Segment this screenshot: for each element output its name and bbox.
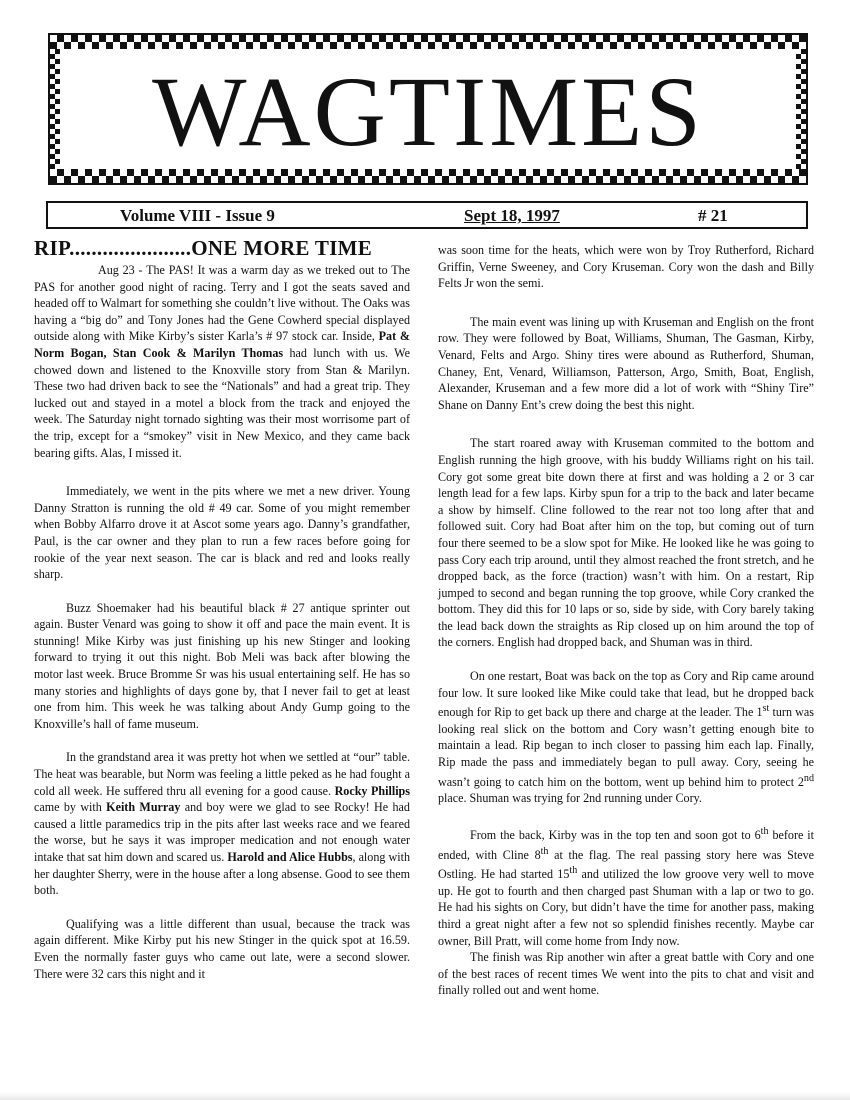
page-edge xyxy=(0,1092,850,1100)
text-run: , along with her daughter Sherry, were in the house after a long absense. Good to see them both. xyxy=(34,850,411,898)
paragraph xyxy=(438,949,814,999)
text-run: and utilized the low groove very well to move up. He got to fourth and then charged past Shuman with a lap or two to go. He had his sights on Cory, but didn’t have the time for another pass, making third a great night after a few not so splendid finishes recently. Maybe car owner, Bill Pratt, will come home from Indy now. xyxy=(438,867,815,948)
text-run: place. Shuman was trying for 2nd running under Cory. xyxy=(438,791,702,806)
text-run: had lunch with us. We chowed down and listened to the Knoxville story from Stan & Marilyn. These two had driven back to see the “Nationals” and had a great trip. They lucked out and stayed in a motel a block from the track and enjoyed the week. The Saturday night tornado sighting was their most worrisome part of the trip, except for a “smokey” visit in New Mexico, and they came back bearing gifts. Alas, I missed it. xyxy=(34,345,410,460)
issue-number: # 21 xyxy=(698,206,728,225)
bold-name: Harold and Alice Hubbs xyxy=(227,850,353,864)
text-run: and boy were we glad to see Rocky! He had caused a little paramedics trip in the pits after last weeks race and we feared the worse, but he says it was improper medication and not enough water intake that sat him down and scared us. xyxy=(34,800,410,864)
paragraph xyxy=(438,668,814,807)
text-run: at the flag. The real passing story here was Steve Ostling. He had started 15 xyxy=(438,847,815,882)
newsletter-title: WAGTIMES xyxy=(152,56,704,167)
paragraph xyxy=(438,435,814,651)
ordinal-suffix: st xyxy=(762,703,770,715)
text-run: came by with xyxy=(34,800,107,815)
checkered-border-top xyxy=(50,35,806,49)
ordinal-suffix: th xyxy=(760,825,769,837)
paragraph xyxy=(438,824,814,949)
text-run: Immediately, we went in the pits where we met a new driver. Young Danny Stratton is running the old # 49 car. Some of you might remember when Bobby Alfarro drove it at Ascot some years ago. Danny’s grandfather, Paul, is the car owner and they plan to run a few races before going for rookie of the year next season. The car is black and red and looks really sharp. xyxy=(34,484,410,582)
text-run: Qualifying was a little different than usual, because the track was again different. Mike Kirby put his new Stinger in the quick spot at 16.59. Even the normally faster guys who came out late, were a second slower. There were 32 cars this night and it xyxy=(34,916,410,981)
paragraph xyxy=(34,262,410,461)
issue-info-bar xyxy=(46,201,808,229)
right-column xyxy=(438,242,814,999)
paragraph xyxy=(34,483,410,583)
paragraph xyxy=(34,749,410,898)
text-run: turn was looking real slick on the bottom and Cory wasn’t getting enough bite to maintain a lead. Rip began to inch closer to passing him each lap. Finally, Rip made the pass and immediately began to pull away. Cory, seeing he wasn’t going to catch him on the bottom, went up behind him to protect 2 xyxy=(438,705,814,789)
issue-date: Sept 18, 1997 xyxy=(464,206,560,225)
bold-name: Keith Murray xyxy=(106,800,181,815)
bold-name: Rocky Phillips xyxy=(334,783,410,798)
volume-issue: Volume VIII - Issue 9 xyxy=(120,206,275,225)
text-run: In the grandstand area it was pretty hot when we settled at “our” table. The heat was bearable, but Norm was feeling a little peked as he had fought a cold all week. He suffered thru all evening for a good cause. xyxy=(34,750,410,798)
text-run: The start roared away with Kruseman commited to the bottom and English running the high groove, with his buddy Williams right on his tail. Cory got some great bite down there at first and was holding a 2 or 3 car length lead for a few laps. Kirby spun for a trip to the back and later became a show by himself. Cline followed to the rear not too long after that and followed suit. Cory had Boat after him on the top, but coming out of turn four there seemed to be a slow spot for Mike. He looked like he was going to pass Cory each trip around, until they almost reached the front stretch, and he dropped back, as the force (traction) wasn’t with him. On a restart, Rip jumped to second and began running the top groove, while Cory cranked the bottom. They did this for 10 laps or so, side by side, with Cory barely taking the lead back down the straights as Rip closed up on him around the top of the corners. English had dropped back, and Shuman was in third. xyxy=(438,436,814,650)
text-run: was soon time for the heats, which were won by Troy Rutherford, Richard Griffin, Verne Sweeney, and Cory Kruseman. Cory won the dash and Billy Felts Jr won the semi. xyxy=(438,243,814,291)
text-run: Aug 23 - The PAS! It was a warm day as we treked out to The PAS for another good night of racing. Terry and I got the seats saved and headed off to Walmart for something she couldn’t live without. The Oaks was having a “big do” and Tony Jones had the Gene Cowherd special displayed outside along with Mike Kirby’s sister Karla’s # 97 stock car. Inside, xyxy=(34,263,410,344)
paragraph xyxy=(438,314,814,414)
text-run: From the back, Kirby was in the top ten and soon got to 6 xyxy=(470,827,761,842)
masthead xyxy=(48,33,808,185)
ordinal-suffix: th xyxy=(540,845,549,857)
text-run: The finish was Rip another win after a great battle with Cory and one of the best races of recent times We went into the pits to chat and visit and finally rolled out and went home. xyxy=(438,950,814,998)
article-headline: RIP......................ONE MORE TIME xyxy=(34,236,373,260)
paragraph xyxy=(438,242,814,292)
left-column xyxy=(34,236,410,982)
ordinal-suffix: nd xyxy=(803,772,814,784)
text-run: Buzz Shoemaker had his beautiful black # 27 antique sprinter out again. Buster Venard was going to show it off and pace the main event. It is stunning! Mike Kirby was just finishing up his new Stinger and looking forward to trying it out this night. Bob Meli was back after blowing the motor last week. Bruce Bromme Sr was his usual entertaining self. He has so many stories and highlights of days gone by, that I never fail to get at least one from him. This week he was talking about Andy Gump going to the Knoxville’s hall of fame museum. xyxy=(34,600,410,731)
paragraph xyxy=(34,916,410,982)
paragraph xyxy=(34,600,410,733)
checkered-border-bottom xyxy=(50,169,806,183)
text-run: The main event was lining up with Kruseman and English on the front row. They were followed by Boat, Williams, Shuman, The Gasman, Kirby, Venard, Felts and Argo. Shiny tires were abound as Rutherford, Shuman, Chaney, Ent, Venard, Williamson, Patterson, Argo, Smith, Boat, English, Alexander, Kruseman and a few more did a lot of work with “Shiny Tire” Shane on Danny Ent’s crew doing the best this night. xyxy=(438,314,814,412)
text-run: before it ended, with Cline 8 xyxy=(438,827,814,862)
bold-name: Pat & Norm Bogan, Stan Cook & Marilyn Thomas xyxy=(34,329,411,360)
ordinal-suffix: th xyxy=(569,865,578,877)
text-run: On one restart, Boat was back on the top as Cory and Rip came around four low. It sure looked like Mike could take that lead, but he dropped back enough for Rip to get back up there and charge at the leader. The 1 xyxy=(438,669,814,720)
